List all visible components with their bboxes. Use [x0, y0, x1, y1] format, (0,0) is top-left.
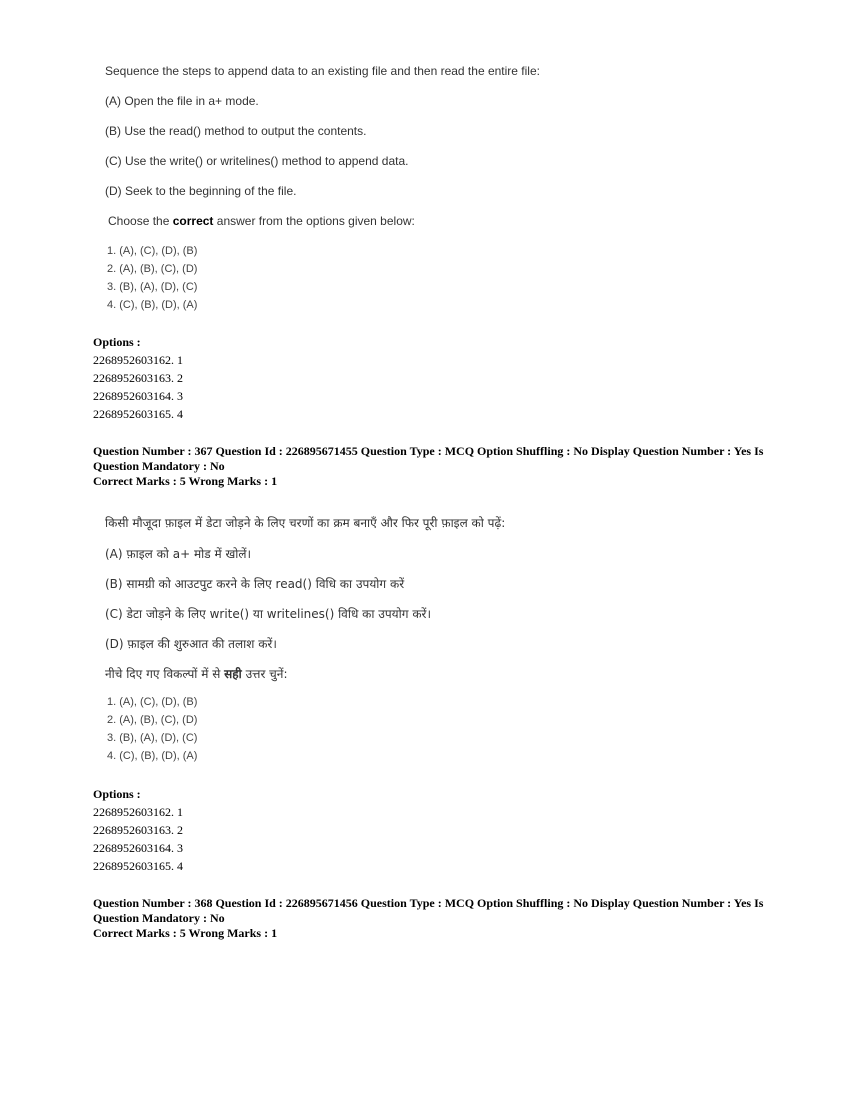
- answer-item: 3. (B), (A), (D), (C): [107, 281, 198, 293]
- step-c: (C) Use the write() or writelines() method to append data.: [105, 154, 409, 168]
- question-header: [93, 444, 793, 489]
- option-item: 2268952603165. 4: [93, 859, 183, 873]
- choose-instruction: Choose the correct answer from the options given below:: [108, 214, 415, 228]
- step-b-hindi: (B) सामग्री को आउटपुट करने के लिए read() विधि का उपयोग करें: [105, 577, 405, 591]
- option-item: 2268952603164. 3: [93, 389, 183, 403]
- step-d-hindi: (D) फ़ाइल की शुरुआत की तलाश करें।: [105, 637, 277, 651]
- options-block-2: [93, 785, 183, 875]
- step-b: (B) Use the read() method to output the contents.: [105, 124, 367, 138]
- answer-list-hindi: [107, 693, 197, 765]
- answer-item: 2. (A), (B), (C), (D): [107, 714, 198, 726]
- choose-instruction-hindi: नीचे दिए गए विकल्पों में से सही उत्तर चुनें:: [105, 667, 288, 681]
- header-line-2: Question Mandatory : No: [93, 911, 225, 925]
- option-item: 2268952603163. 2: [93, 371, 183, 385]
- answer-item: 4. (C), (B), (D), (A): [107, 750, 198, 762]
- step-a-hindi: (A) फ़ाइल को a+ मोड में खोलें।: [105, 547, 252, 561]
- option-item: 2268952603164. 3: [93, 841, 183, 855]
- marks-line: Correct Marks : 5 Wrong Marks : 1: [93, 926, 278, 940]
- step-c-hindi: (C) डेटा जोड़ने के लिए write() या writelines() विधि का उपयोग करें।: [105, 607, 431, 621]
- answer-item: 4. (C), (B), (D), (A): [107, 299, 198, 311]
- question-stem: Sequence the steps to append data to an existing file and then read the entire file:: [105, 64, 540, 78]
- option-item: 2268952603162. 1: [93, 353, 183, 367]
- option-item: 2268952603162. 1: [93, 805, 183, 819]
- options-label: Options :: [93, 335, 141, 349]
- step-a: (A) Open the file in a+ mode.: [105, 94, 259, 108]
- answer-item: 1. (A), (C), (D), (B): [107, 696, 198, 708]
- header-line-2: Question Mandatory : No: [93, 459, 225, 473]
- options-label: Options :: [93, 787, 141, 801]
- question-header-368: [93, 896, 793, 941]
- answer-item: 1. (A), (C), (D), (B): [107, 245, 198, 257]
- header-line-1: Question Number : 367 Question Id : 226895671455 Question Type : MCQ Option Shuffling : No Display Question Number : Yes Is: [93, 444, 764, 458]
- options-block: [93, 333, 183, 423]
- answer-item: 2. (A), (B), (C), (D): [107, 263, 198, 275]
- header-line-1: Question Number : 368 Question Id : 226895671456 Question Type : MCQ Option Shuffling : No Display Question Number : Yes Is: [93, 896, 764, 910]
- step-d: (D) Seek to the beginning of the file.: [105, 184, 297, 198]
- question-stem-hindi: किसी मौजूदा फ़ाइल में डेटा जोड़ने के लिए चरणों का क्रम बनाएँ और फिर पूरी फ़ाइल को पढ़ें:: [105, 516, 506, 530]
- option-item: 2268952603165. 4: [93, 407, 183, 421]
- answer-list: [107, 242, 197, 314]
- option-item: 2268952603163. 2: [93, 823, 183, 837]
- marks-line: Correct Marks : 5 Wrong Marks : 1: [93, 474, 278, 488]
- answer-item: 3. (B), (A), (D), (C): [107, 732, 198, 744]
